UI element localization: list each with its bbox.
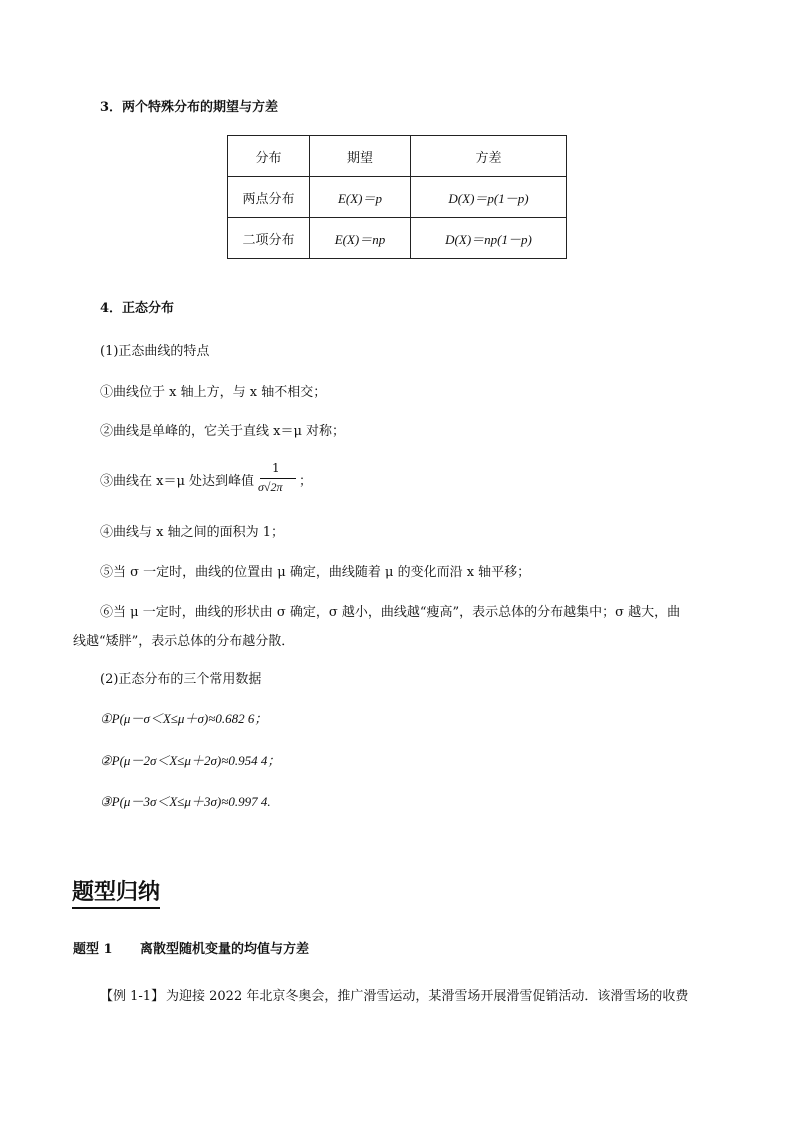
table-header-cell: 方差 — [411, 136, 567, 177]
list-item-continuation: 线越“矮胖”，表示总体的分布越分散． — [73, 634, 295, 649]
section-4-title: 4．正态分布 — [100, 301, 175, 316]
table-header-cell: 期望 — [310, 136, 411, 177]
common-data-subtitle: (2)正态分布的三个常用数据 — [100, 672, 262, 687]
list-item: ⑥当 μ 一定时，曲线的形状由 σ 确定，σ 越小，曲线越“瘦高”，表示总体的分布越集中；σ 越大，曲 — [100, 605, 681, 620]
fraction-bar — [260, 478, 296, 479]
table-header-cell: 分布 — [228, 136, 310, 177]
distribution-table — [227, 135, 567, 259]
fraction-denominator: σ√2π — [258, 480, 283, 494]
table-header-row — [228, 136, 567, 177]
data-item: ③P(μ－3σ＜X≤μ＋3σ)≈0.997 4. — [100, 794, 271, 809]
fraction-numerator: 1 — [272, 461, 280, 475]
fraction-tail: ； — [299, 474, 313, 489]
table-row — [228, 177, 567, 218]
list-item: ⑤当 σ 一定时，曲线的位置由 μ 确定，曲线随着 μ 的变化而沿 x 轴平移； — [100, 565, 531, 580]
table-cell: D(X)＝np(1－p) — [411, 218, 567, 259]
list-item: ①曲线位于 x 轴上方，与 x 轴不相交； — [100, 385, 327, 400]
normal-curve-subtitle: (1)正态曲线的特点 — [100, 344, 210, 359]
table-cell: D(X)＝p(1－p) — [411, 177, 567, 218]
table-row — [228, 218, 567, 259]
example-label: 【例 1-1】 — [100, 989, 165, 1004]
summary-heading: 题型归纳 — [72, 875, 160, 909]
peak-value-fraction — [258, 461, 298, 495]
list-item: ③曲线在 x＝μ 处达到峰值 — [100, 474, 255, 489]
list-item: ②曲线是单峰的，它关于直线 x＝μ 对称； — [100, 424, 346, 439]
table-cell: E(X)＝np — [310, 218, 411, 259]
data-item: ①P(μ－σ＜X≤μ＋σ)≈0.682 6； — [100, 711, 268, 726]
table-cell: 两点分布 — [228, 177, 310, 218]
question-type-title: 离散型随机变量的均值与方差 — [140, 942, 310, 957]
section-3-title: 3．两个特殊分布的期望与方差 — [100, 100, 279, 115]
data-item: ②P(μ－2σ＜X≤μ＋2σ)≈0.954 4； — [100, 753, 281, 768]
question-type-label: 题型 1 — [73, 942, 113, 957]
table-cell: 二项分布 — [228, 218, 310, 259]
list-item: ④曲线与 x 轴之间的面积为 1； — [100, 525, 284, 540]
table-cell: E(X)＝p — [310, 177, 411, 218]
example-text: 为迎接 2022 年北京冬奥会，推广滑雪运动，某滑雪场开展滑雪促销活动．该滑雪场的收费 — [166, 989, 689, 1004]
